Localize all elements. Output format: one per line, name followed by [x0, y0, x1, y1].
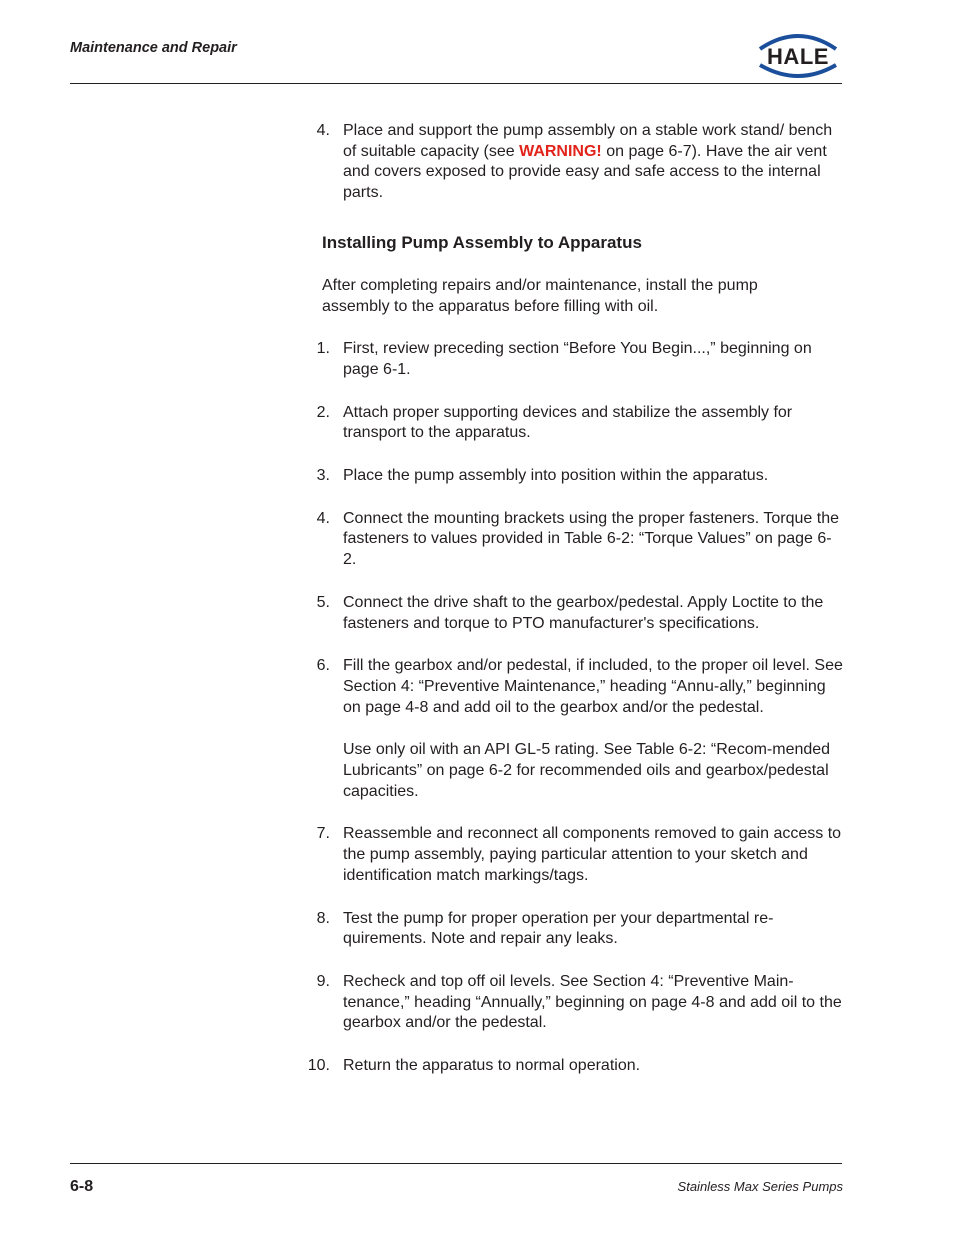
step-number: 5. [316, 593, 330, 611]
step-number: 10. [307, 1057, 330, 1075]
hale-logo [754, 27, 842, 83]
list-item [303, 403, 843, 444]
warning-label: WARNING! [519, 142, 602, 160]
list-item [303, 339, 843, 380]
step-number: 7. [316, 825, 330, 843]
step-text: Recheck and top off oil levels. See Section 4: “Preventive Main-tenance,” heading “Annually,” beginning on page 4-8 and add oil to the gearbox and/or the pedestal. [343, 972, 842, 1032]
section-heading: Installing Pump Assembly to Apparatus [322, 232, 642, 252]
step-number: 8. [316, 909, 330, 927]
header-rule [70, 83, 842, 84]
step-number: 4. [316, 509, 330, 527]
list-item [303, 909, 843, 950]
step-text: Connect the drive shaft to the gearbox/pedestal. Apply Loctite to the fasteners and torque to PTO manufacturer's specifications. [343, 593, 824, 632]
product-name: Stainless Max Series Pumps [677, 1179, 843, 1194]
list-item [303, 509, 843, 571]
step-number: 9. [316, 972, 330, 990]
list-item [303, 466, 843, 487]
step-text: Connect the mounting brackets using the proper fasteners. Torque the fasteners to values provided in Table 6-2: “Torque Values” on page 6-2. [343, 509, 840, 569]
step-text: Place the pump assembly into position within the apparatus. [343, 467, 769, 485]
page-number: 6-8 [70, 1178, 94, 1195]
step-number: 2. [316, 403, 330, 421]
step-number: 3. [316, 467, 330, 485]
list-item [303, 972, 843, 1034]
step-text: Reassemble and reconnect all components removed to gain access to the pump assembly, paying particular attention to your sketch and identification match markings/tags. [343, 825, 842, 884]
intro-paragraph: After completing repairs and/or maintenance, install the pump assembly to the apparatus before filling with oil. [322, 276, 758, 315]
step-text: Place and support the pump assembly on a stable work stand/ bench of suitable capacity (see WARNING! on page 6-7). Have the air vent and covers exposed to provide easy and safe access to the internal parts. [343, 122, 833, 202]
step-text: Return the apparatus to normal operation. [343, 1057, 641, 1075]
step-number: 1. [316, 340, 330, 358]
step-number: 6. [316, 657, 330, 675]
step-text: First, review preceding section “Before You Begin...,” beginning on page 6-1. [343, 340, 812, 378]
list-item [303, 824, 843, 886]
list-item [303, 656, 843, 802]
footer-rule [70, 1163, 842, 1164]
step-number: 4. [316, 122, 330, 139]
logo-text: HALE [767, 44, 829, 69]
step-text: Fill the gearbox and/or pedestal, if included, to the proper oil level. See Section 4: “Preventive Maintenance,” heading “Annu-ally,” beginning on page 4-8 and add oil to the gearbox and/or the pedestal. [343, 657, 843, 716]
list-item [303, 593, 843, 634]
list-item [303, 1056, 843, 1077]
step-text: Attach proper supporting devices and stabilize the assembly for transport to the apparatus. [343, 403, 793, 442]
installation-steps [303, 339, 843, 1077]
step-note: Use only oil with an API GL-5 rating. See Table 6-2: “Recom-mended Lubricants” on page 6-2 for recommended oils and gearbox/pedestal capacities. [343, 741, 831, 800]
list-item [303, 121, 843, 204]
section-title: Maintenance and Repair [70, 40, 237, 56]
step-text: Test the pump for proper operation per your departmental re-quirements. Note and repair any leaks. [343, 909, 774, 948]
page-content [303, 121, 843, 1099]
